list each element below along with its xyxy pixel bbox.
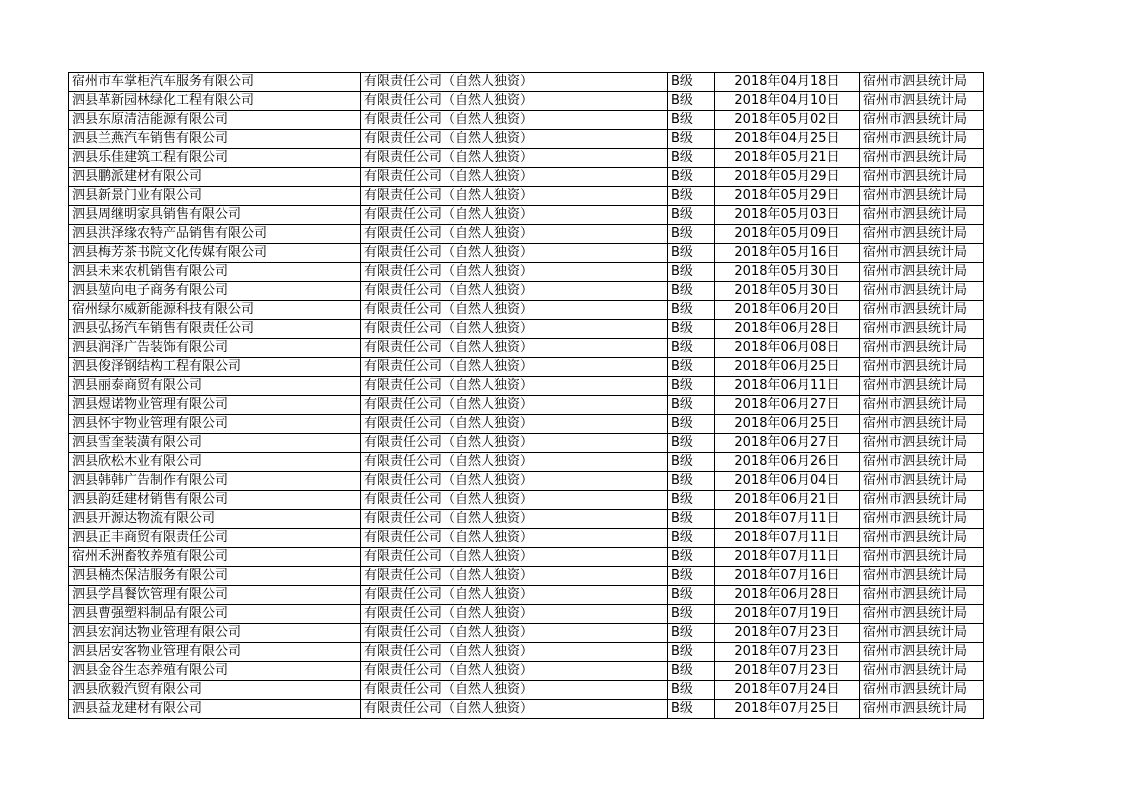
company-type-cell: 有限责任公司（自然人独资） [361, 263, 668, 282]
company-name-cell: 泗县曹强塑料制品有限公司 [69, 605, 361, 624]
table-row [69, 263, 984, 282]
company-name-cell: 泗县居安客物业管理有限公司 [69, 643, 361, 662]
table-row [69, 377, 984, 396]
grade-cell: B级 [668, 73, 715, 92]
date-cell: 2018年07月23日 [715, 643, 860, 662]
company-type-cell: 有限责任公司（自然人独资） [361, 396, 668, 415]
company-type-cell: 有限责任公司（自然人独资） [361, 130, 668, 149]
date-cell: 2018年06月26日 [715, 453, 860, 472]
company-name-cell: 泗县正丰商贸有限责任公司 [69, 529, 361, 548]
company-type-cell: 有限责任公司（自然人独资） [361, 168, 668, 187]
table-row [69, 605, 984, 624]
authority-cell: 宿州市泗县统计局 [860, 453, 984, 472]
company-type-cell: 有限责任公司（自然人独资） [361, 491, 668, 510]
company-name-cell: 泗县益龙建材有限公司 [69, 700, 361, 719]
company-type-cell: 有限责任公司（自然人独资） [361, 187, 668, 206]
authority-cell: 宿州市泗县统计局 [860, 662, 984, 681]
date-cell: 2018年07月23日 [715, 662, 860, 681]
grade-cell: B级 [668, 282, 715, 301]
grade-cell: B级 [668, 586, 715, 605]
table-row [69, 111, 984, 130]
grade-cell: B级 [668, 244, 715, 263]
grade-cell: B级 [668, 529, 715, 548]
table-row [69, 567, 984, 586]
company-name-cell: 泗县革新园林绿化工程有限公司 [69, 92, 361, 111]
grade-cell: B级 [668, 567, 715, 586]
date-cell: 2018年05月03日 [715, 206, 860, 225]
date-cell: 2018年05月30日 [715, 282, 860, 301]
company-name-cell: 泗县乐佳建筑工程有限公司 [69, 149, 361, 168]
company-type-cell: 有限责任公司（自然人独资） [361, 529, 668, 548]
grade-cell: B级 [668, 605, 715, 624]
company-type-cell: 有限责任公司（自然人独资） [361, 377, 668, 396]
company-type-cell: 有限责任公司（自然人独资） [361, 605, 668, 624]
table-row [69, 681, 984, 700]
date-cell: 2018年05月29日 [715, 187, 860, 206]
authority-cell: 宿州市泗县统计局 [860, 92, 984, 111]
company-name-cell: 泗县学昌餐饮管理有限公司 [69, 586, 361, 605]
company-name-cell: 泗县金谷生态养殖有限公司 [69, 662, 361, 681]
table-row [69, 339, 984, 358]
grade-cell: B级 [668, 491, 715, 510]
company-name-cell: 泗县东原清洁能源有限公司 [69, 111, 361, 130]
company-name-cell: 泗县韩韩广告制作有限公司 [69, 472, 361, 491]
company-type-cell: 有限责任公司（自然人独资） [361, 510, 668, 529]
company-name-cell: 泗县怀宇物业管理有限公司 [69, 415, 361, 434]
table-row [69, 643, 984, 662]
company-type-cell: 有限责任公司（自然人独资） [361, 567, 668, 586]
date-cell: 2018年07月11日 [715, 548, 860, 567]
authority-cell: 宿州市泗县统计局 [860, 225, 984, 244]
company-type-cell: 有限责任公司（自然人独资） [361, 548, 668, 567]
table-row [69, 396, 984, 415]
grade-cell: B级 [668, 358, 715, 377]
company-type-cell: 有限责任公司（自然人独资） [361, 225, 668, 244]
company-type-cell: 有限责任公司（自然人独资） [361, 339, 668, 358]
table-row [69, 301, 984, 320]
company-name-cell: 泗县俊泽钢结构工程有限公司 [69, 358, 361, 377]
grade-cell: B级 [668, 130, 715, 149]
company-name-cell: 泗县宏润达物业管理有限公司 [69, 624, 361, 643]
authority-cell: 宿州市泗县统计局 [860, 73, 984, 92]
date-cell: 2018年07月23日 [715, 624, 860, 643]
date-cell: 2018年06月28日 [715, 320, 860, 339]
table-row [69, 434, 984, 453]
grade-cell: B级 [668, 320, 715, 339]
authority-cell: 宿州市泗县统计局 [860, 301, 984, 320]
company-name-cell: 泗县周继明家具销售有限公司 [69, 206, 361, 225]
company-name-cell: 泗县润泽广告装饰有限公司 [69, 339, 361, 358]
date-cell: 2018年06月28日 [715, 586, 860, 605]
grade-cell: B级 [668, 662, 715, 681]
authority-cell: 宿州市泗县统计局 [860, 339, 984, 358]
authority-cell: 宿州市泗县统计局 [860, 605, 984, 624]
table-row [69, 187, 984, 206]
company-type-cell: 有限责任公司（自然人独资） [361, 282, 668, 301]
company-name-cell: 泗县未来农机销售有限公司 [69, 263, 361, 282]
table-body [69, 73, 984, 719]
table-row [69, 206, 984, 225]
company-name-cell: 泗县欣毅汽贸有限公司 [69, 681, 361, 700]
company-name-cell: 泗县雪奎装潢有限公司 [69, 434, 361, 453]
grade-cell: B级 [668, 149, 715, 168]
date-cell: 2018年06月21日 [715, 491, 860, 510]
authority-cell: 宿州市泗县统计局 [860, 415, 984, 434]
table-row [69, 168, 984, 187]
grade-cell: B级 [668, 700, 715, 719]
grade-cell: B级 [668, 643, 715, 662]
authority-cell: 宿州市泗县统计局 [860, 263, 984, 282]
table-row [69, 244, 984, 263]
grade-cell: B级 [668, 206, 715, 225]
authority-cell: 宿州市泗县统计局 [860, 187, 984, 206]
grade-cell: B级 [668, 472, 715, 491]
table-row [69, 358, 984, 377]
company-name-cell: 泗县韵廷建材销售有限公司 [69, 491, 361, 510]
table-row [69, 529, 984, 548]
grade-cell: B级 [668, 396, 715, 415]
company-name-cell: 泗县兰燕汽车销售有限公司 [69, 130, 361, 149]
company-type-cell: 有限责任公司（自然人独资） [361, 149, 668, 168]
table-row [69, 700, 984, 719]
table-row [69, 453, 984, 472]
company-name-cell: 宿州禾洲畜牧养殖有限公司 [69, 548, 361, 567]
date-cell: 2018年06月11日 [715, 377, 860, 396]
date-cell: 2018年06月25日 [715, 358, 860, 377]
date-cell: 2018年06月20日 [715, 301, 860, 320]
company-type-cell: 有限责任公司（自然人独资） [361, 434, 668, 453]
grade-cell: B级 [668, 624, 715, 643]
table-row [69, 548, 984, 567]
grade-cell: B级 [668, 301, 715, 320]
company-name-cell: 宿州绿尔威新能源科技有限公司 [69, 301, 361, 320]
authority-cell: 宿州市泗县统计局 [860, 320, 984, 339]
authority-cell: 宿州市泗县统计局 [860, 434, 984, 453]
date-cell: 2018年07月25日 [715, 700, 860, 719]
authority-cell: 宿州市泗县统计局 [860, 111, 984, 130]
grade-cell: B级 [668, 415, 715, 434]
company-name-cell: 泗县欣松木业有限公司 [69, 453, 361, 472]
company-type-cell: 有限责任公司（自然人独资） [361, 92, 668, 111]
date-cell: 2018年06月25日 [715, 415, 860, 434]
grade-cell: B级 [668, 681, 715, 700]
company-type-cell: 有限责任公司（自然人独资） [361, 643, 668, 662]
date-cell: 2018年06月27日 [715, 396, 860, 415]
table-row [69, 282, 984, 301]
company-name-cell: 泗县堃向电子商务有限公司 [69, 282, 361, 301]
date-cell: 2018年05月09日 [715, 225, 860, 244]
authority-cell: 宿州市泗县统计局 [860, 643, 984, 662]
company-name-cell: 泗县开源达物流有限公司 [69, 510, 361, 529]
company-type-cell: 有限责任公司（自然人独资） [361, 244, 668, 263]
authority-cell: 宿州市泗县统计局 [860, 472, 984, 491]
company-grade-table [68, 72, 984, 719]
company-type-cell: 有限责任公司（自然人独资） [361, 624, 668, 643]
date-cell: 2018年07月19日 [715, 605, 860, 624]
company-type-cell: 有限责任公司（自然人独资） [361, 320, 668, 339]
company-type-cell: 有限责任公司（自然人独资） [361, 73, 668, 92]
company-type-cell: 有限责任公司（自然人独资） [361, 206, 668, 225]
date-cell: 2018年06月27日 [715, 434, 860, 453]
authority-cell: 宿州市泗县统计局 [860, 130, 984, 149]
table-row [69, 92, 984, 111]
authority-cell: 宿州市泗县统计局 [860, 567, 984, 586]
authority-cell: 宿州市泗县统计局 [860, 377, 984, 396]
table-row [69, 320, 984, 339]
company-type-cell: 有限责任公司（自然人独资） [361, 358, 668, 377]
grade-cell: B级 [668, 168, 715, 187]
company-type-cell: 有限责任公司（自然人独资） [361, 453, 668, 472]
authority-cell: 宿州市泗县统计局 [860, 700, 984, 719]
company-name-cell: 泗县鹏派建材有限公司 [69, 168, 361, 187]
table-row [69, 73, 984, 92]
date-cell: 2018年04月18日 [715, 73, 860, 92]
company-name-cell: 泗县丽泰商贸有限公司 [69, 377, 361, 396]
table-row [69, 225, 984, 244]
company-type-cell: 有限责任公司（自然人独资） [361, 700, 668, 719]
grade-cell: B级 [668, 377, 715, 396]
date-cell: 2018年06月08日 [715, 339, 860, 358]
authority-cell: 宿州市泗县统计局 [860, 282, 984, 301]
authority-cell: 宿州市泗县统计局 [860, 491, 984, 510]
company-name-cell: 泗县楠杰保洁服务有限公司 [69, 567, 361, 586]
authority-cell: 宿州市泗县统计局 [860, 681, 984, 700]
table-row [69, 624, 984, 643]
company-type-cell: 有限责任公司（自然人独资） [361, 681, 668, 700]
date-cell: 2018年07月24日 [715, 681, 860, 700]
company-name-cell: 泗县新景门业有限公司 [69, 187, 361, 206]
company-name-cell: 泗县洪泽缘农特产品销售有限公司 [69, 225, 361, 244]
authority-cell: 宿州市泗县统计局 [860, 149, 984, 168]
company-type-cell: 有限责任公司（自然人独资） [361, 301, 668, 320]
grade-cell: B级 [668, 339, 715, 358]
company-type-cell: 有限责任公司（自然人独资） [361, 472, 668, 491]
date-cell: 2018年07月11日 [715, 510, 860, 529]
grade-cell: B级 [668, 434, 715, 453]
authority-cell: 宿州市泗县统计局 [860, 206, 984, 225]
table-row [69, 149, 984, 168]
table-row [69, 491, 984, 510]
company-name-cell: 泗县弘扬汽车销售有限责任公司 [69, 320, 361, 339]
table-row [69, 662, 984, 681]
date-cell: 2018年07月16日 [715, 567, 860, 586]
grade-cell: B级 [668, 225, 715, 244]
grade-cell: B级 [668, 92, 715, 111]
table-row [69, 510, 984, 529]
grade-cell: B级 [668, 453, 715, 472]
grade-cell: B级 [668, 263, 715, 282]
company-type-cell: 有限责任公司（自然人独资） [361, 111, 668, 130]
company-type-cell: 有限责任公司（自然人独资） [361, 415, 668, 434]
authority-cell: 宿州市泗县统计局 [860, 358, 984, 377]
table-row [69, 586, 984, 605]
table-row [69, 130, 984, 149]
date-cell: 2018年05月02日 [715, 111, 860, 130]
authority-cell: 宿州市泗县统计局 [860, 548, 984, 567]
authority-cell: 宿州市泗县统计局 [860, 529, 984, 548]
company-name-cell: 泗县煜诺物业管理有限公司 [69, 396, 361, 415]
date-cell: 2018年05月21日 [715, 149, 860, 168]
authority-cell: 宿州市泗县统计局 [860, 396, 984, 415]
company-name-cell: 宿州市车掌柜汽车服务有限公司 [69, 73, 361, 92]
table-row [69, 472, 984, 491]
date-cell: 2018年05月16日 [715, 244, 860, 263]
date-cell: 2018年05月29日 [715, 168, 860, 187]
authority-cell: 宿州市泗县统计局 [860, 624, 984, 643]
table-row [69, 415, 984, 434]
date-cell: 2018年05月30日 [715, 263, 860, 282]
grade-cell: B级 [668, 187, 715, 206]
authority-cell: 宿州市泗县统计局 [860, 168, 984, 187]
grade-cell: B级 [668, 548, 715, 567]
company-type-cell: 有限责任公司（自然人独资） [361, 662, 668, 681]
company-name-cell: 泗县梅芳茶书院文化传媒有限公司 [69, 244, 361, 263]
date-cell: 2018年04月25日 [715, 130, 860, 149]
authority-cell: 宿州市泗县统计局 [860, 510, 984, 529]
grade-cell: B级 [668, 510, 715, 529]
grade-cell: B级 [668, 111, 715, 130]
date-cell: 2018年04月10日 [715, 92, 860, 111]
authority-cell: 宿州市泗县统计局 [860, 586, 984, 605]
authority-cell: 宿州市泗县统计局 [860, 244, 984, 263]
date-cell: 2018年06月04日 [715, 472, 860, 491]
company-type-cell: 有限责任公司（自然人独资） [361, 586, 668, 605]
date-cell: 2018年07月11日 [715, 529, 860, 548]
